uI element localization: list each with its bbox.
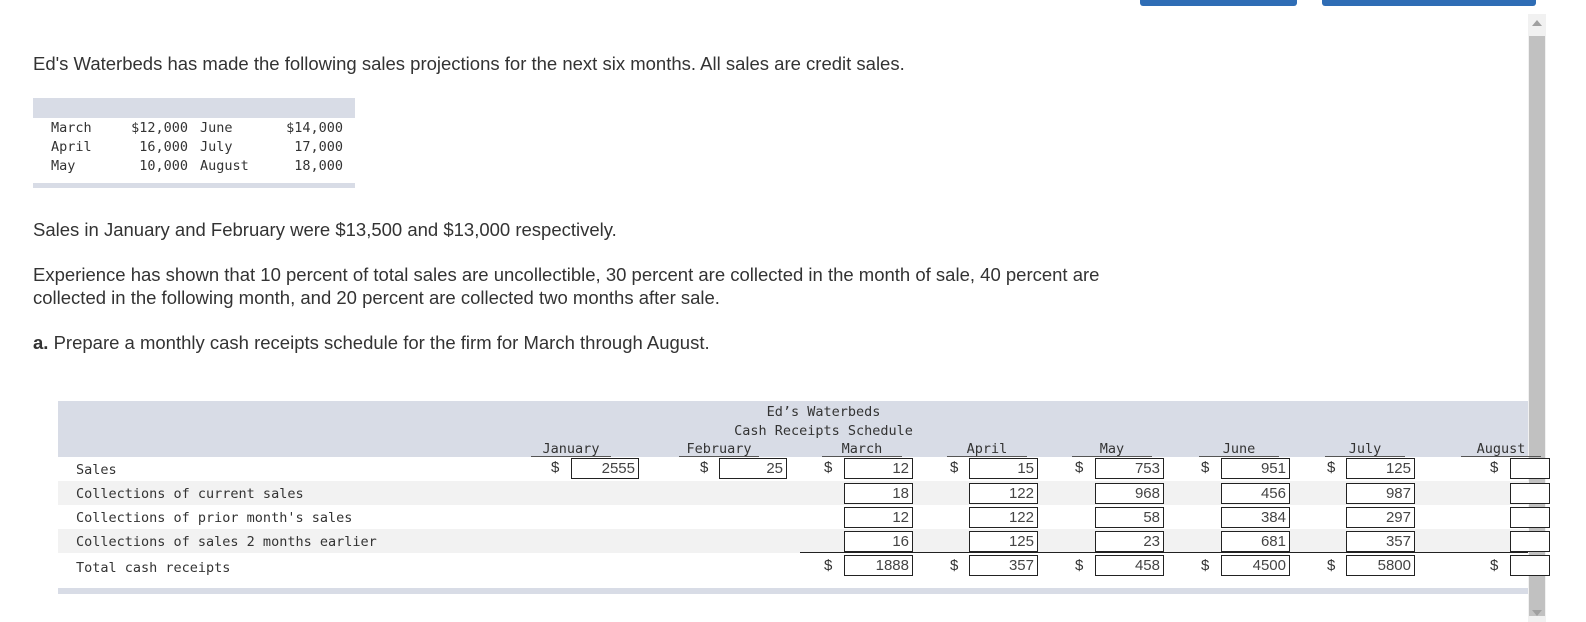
collections-prior-input-april[interactable]: 122 bbox=[969, 507, 1038, 528]
sales-input-january[interactable]: 2555 bbox=[571, 458, 639, 479]
proj-value: 10,000 bbox=[139, 158, 188, 174]
experience-text-line1: Experience has shown that 10 percent of total sales are uncollectible, 30 percent are collected in the month of sale, 40 percent are bbox=[33, 264, 1100, 285]
sales-dollar-sign: $ bbox=[1201, 459, 1210, 476]
sales-input-march[interactable]: 12 bbox=[844, 458, 913, 479]
total-dollar-sign: $ bbox=[1201, 557, 1210, 574]
proj-value: $12,000 bbox=[131, 120, 188, 136]
total-dollar-sign: $ bbox=[824, 557, 833, 574]
collections-prior-input-may[interactable]: 58 bbox=[1095, 507, 1164, 528]
sales-input-august[interactable] bbox=[1510, 458, 1550, 479]
collections-prior-input-march[interactable]: 12 bbox=[844, 507, 913, 528]
schedule-title-2: Cash Receipts Schedule bbox=[734, 423, 913, 439]
sales-input-july[interactable]: 125 bbox=[1346, 458, 1415, 479]
month-header-april: April bbox=[947, 442, 1027, 457]
table-bottom-band bbox=[33, 183, 355, 188]
collections-current-input-june[interactable]: 456 bbox=[1221, 483, 1290, 504]
sales-dollar-sign: $ bbox=[824, 459, 833, 476]
collections-two-months-input-april[interactable]: 125 bbox=[969, 531, 1038, 552]
proj-value2: $14,000 bbox=[286, 120, 343, 136]
sales-dollar-sign: $ bbox=[1327, 459, 1336, 476]
row-label-3: Collections of sales 2 months earlier bbox=[76, 534, 377, 550]
experience-text-line2: collected in the following month, and 20 percent are collected two months after sale. bbox=[33, 287, 720, 308]
sales-dollar-sign: $ bbox=[950, 459, 959, 476]
sales-input-may[interactable]: 753 bbox=[1095, 458, 1164, 479]
collections-current-input-august[interactable] bbox=[1510, 483, 1550, 504]
month-header-july: July bbox=[1325, 442, 1405, 457]
collections-prior-input-june[interactable]: 384 bbox=[1221, 507, 1290, 528]
collections-current-input-april[interactable]: 122 bbox=[969, 483, 1038, 504]
top-button-right[interactable] bbox=[1322, 0, 1536, 6]
intro-text: Ed's Waterbeds has made the following sales projections for the next six months. All sales are credit sales. bbox=[33, 53, 905, 74]
row-label-0: Sales bbox=[76, 462, 117, 478]
row-label-2: Collections of prior month's sales bbox=[76, 510, 353, 526]
collections-two-months-input-march[interactable]: 16 bbox=[844, 531, 913, 552]
proj-value2: 17,000 bbox=[294, 139, 343, 155]
top-button-left[interactable] bbox=[1140, 0, 1297, 6]
proj-value: 16,000 bbox=[139, 139, 188, 155]
total-receipts-input-august[interactable] bbox=[1510, 555, 1550, 576]
total-rule-line bbox=[800, 552, 1528, 553]
total-dollar-sign: $ bbox=[1490, 557, 1499, 574]
total-dollar-sign: $ bbox=[1327, 557, 1336, 574]
sales-input-february[interactable]: 25 bbox=[719, 458, 787, 479]
scroll-up-arrow-icon[interactable] bbox=[1532, 20, 1542, 26]
proj-month2: August bbox=[200, 158, 249, 174]
total-receipts-input-july[interactable]: 5800 bbox=[1346, 555, 1415, 576]
row-label-1: Collections of current sales bbox=[76, 486, 304, 502]
sales-dollar-sign: $ bbox=[1490, 459, 1499, 476]
sales-dollar-sign: $ bbox=[700, 459, 709, 476]
schedule-title-1: Ed’s Waterbeds bbox=[766, 404, 881, 420]
month-header-may: May bbox=[1072, 442, 1152, 457]
collections-prior-input-august[interactable] bbox=[1510, 507, 1550, 528]
question-a-text: Prepare a monthly cash receipts schedule for the firm for March through August. bbox=[48, 332, 710, 353]
month-header-february: February bbox=[679, 442, 759, 457]
jan-feb-sales-text: Sales in January and February were $13,500 and $13,000 respectively. bbox=[33, 219, 617, 240]
collections-two-months-input-may[interactable]: 23 bbox=[1095, 531, 1164, 552]
collections-two-months-input-july[interactable]: 357 bbox=[1346, 531, 1415, 552]
collections-two-months-input-august[interactable] bbox=[1510, 531, 1550, 552]
total-receipts-input-may[interactable]: 458 bbox=[1095, 555, 1164, 576]
sales-dollar-sign: $ bbox=[1075, 459, 1084, 476]
total-dollar-sign: $ bbox=[950, 557, 959, 574]
proj-month2: June bbox=[200, 120, 233, 136]
question-a-label: a. bbox=[33, 332, 49, 353]
total-receipts-input-march[interactable]: 1888 bbox=[844, 555, 913, 576]
sales-input-april[interactable]: 15 bbox=[969, 458, 1038, 479]
row-label-4: Total cash receipts bbox=[76, 560, 231, 576]
table-top-band bbox=[33, 98, 355, 118]
collections-prior-input-july[interactable]: 297 bbox=[1346, 507, 1415, 528]
proj-month: March bbox=[51, 120, 92, 136]
scroll-down-arrow-icon[interactable] bbox=[1532, 610, 1542, 616]
total-dollar-sign: $ bbox=[1075, 557, 1084, 574]
collections-current-input-july[interactable]: 987 bbox=[1346, 483, 1415, 504]
collections-two-months-input-june[interactable]: 681 bbox=[1221, 531, 1290, 552]
proj-month: April bbox=[51, 139, 92, 155]
scroll-thumb[interactable] bbox=[1529, 36, 1545, 616]
collections-current-input-march[interactable]: 18 bbox=[844, 483, 913, 504]
sales-dollar-sign: $ bbox=[551, 459, 560, 476]
proj-month: May bbox=[51, 158, 76, 174]
month-header-january: January bbox=[531, 442, 611, 457]
proj-month2: July bbox=[200, 139, 233, 155]
sales-input-june[interactable]: 951 bbox=[1221, 458, 1290, 479]
total-receipts-input-april[interactable]: 357 bbox=[969, 555, 1038, 576]
proj-value2: 18,000 bbox=[294, 158, 343, 174]
total-receipts-input-june[interactable]: 4500 bbox=[1221, 555, 1290, 576]
month-header-august: August bbox=[1461, 442, 1541, 457]
question-a bbox=[33, 331, 710, 354]
month-header-june: June bbox=[1199, 442, 1279, 457]
month-header-march: March bbox=[822, 442, 902, 457]
collections-current-input-may[interactable]: 968 bbox=[1095, 483, 1164, 504]
schedule-bottom-band bbox=[58, 588, 1528, 594]
